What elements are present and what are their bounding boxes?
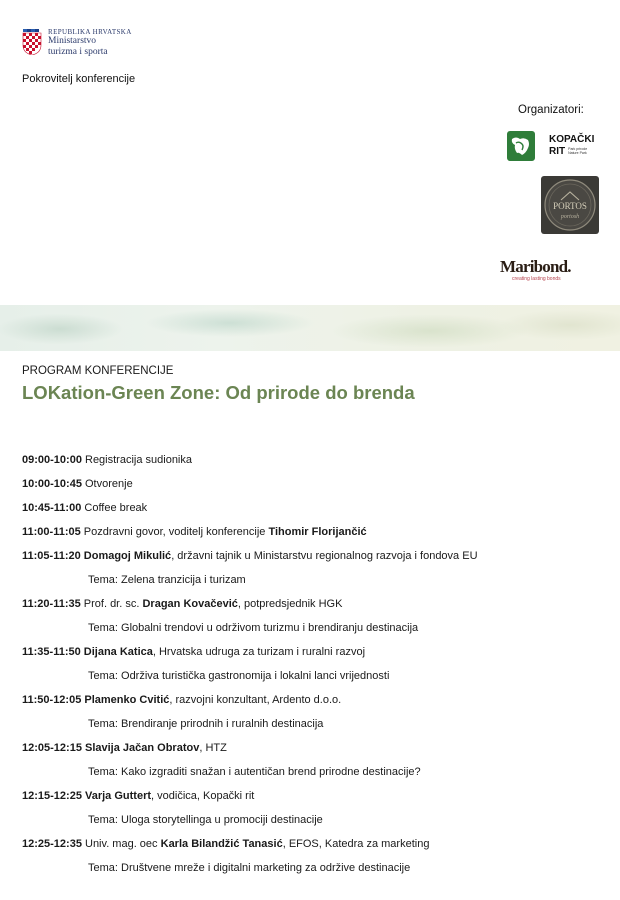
schedule-row [22, 693, 612, 717]
speaker-title: Prof. dr. sc. [83, 598, 140, 610]
schedule-text: Registracija sudionika [85, 454, 192, 466]
speaker-name: Tihomir Florijančić [268, 526, 367, 538]
schedule-row [22, 501, 612, 525]
maribond-name: Maribond. [500, 257, 571, 276]
schedule-time: 11:00-11:05 [22, 526, 81, 538]
kopacki-rit-subtitle: Park prirode Nature Park [568, 147, 588, 155]
schedule-time: 10:45-11:00 [22, 502, 82, 514]
speaker-name: Slavija Jačan Obratov [85, 742, 200, 754]
schedule-time: 12:25-12:35 [22, 838, 82, 850]
schedule-text: Pozdravni govor, voditelj konferencije [83, 526, 266, 538]
schedule-topic: Tema: Zelena tranzicija i turizam [88, 574, 246, 586]
speaker-role: , potpredsjednik HGK [237, 598, 343, 610]
schedule-time: 09:00-10:00 [22, 454, 82, 466]
schedule-row [22, 741, 612, 765]
schedule-time: 10:00-10:45 [22, 478, 82, 490]
speaker-title: Univ. mag. oec [85, 838, 158, 850]
organizers-label: Organizatori: [518, 104, 584, 116]
schedule-time: 11:20-11:35 [22, 598, 81, 610]
program-title: LOKation-Green Zone: Od prirode do brenda [22, 382, 415, 403]
speaker-name: Dragan Kovačević [142, 598, 238, 610]
speaker-role: , Hrvatska udruga za turizam i ruralni razvoj [152, 646, 366, 658]
program-label: PROGRAM KONFERENCIJE [22, 365, 174, 377]
ministry-name-line1: Ministarstvo [48, 36, 97, 46]
schedule-text: Otvorenje [85, 478, 133, 490]
maribond-logo [500, 258, 571, 282]
speaker-role: , HTZ [199, 742, 227, 754]
schedule-row [22, 453, 612, 477]
schedule-time: 11:05-11:20 [22, 550, 81, 562]
schedule-topic: Tema: Društvene mreže i digitalni marketing za održive destinacije [88, 862, 411, 874]
schedule-row [22, 477, 612, 501]
speaker-name: Karla Bilandžić Tanasić [160, 838, 283, 850]
schedule-topic: Tema: Kako izgraditi snažan i autentičan brend prirodne destinacije? [88, 766, 421, 778]
schedule-topic: Tema: Brendiranje prirodnih i ruralnih destinacija [88, 718, 324, 730]
sponsor-label: Pokrovitelj konferencije [22, 73, 136, 85]
kopacki-rit-logo [507, 131, 594, 161]
schedule-time: 12:05-12:15 [22, 742, 82, 754]
schedule-time: 11:35-11:50 [22, 646, 81, 658]
schedule-row [22, 597, 612, 621]
speaker-role: , razvojni konzultant, Ardento d.o.o. [169, 694, 342, 706]
ministry-name-line2: turizma i sporta [48, 46, 108, 57]
portos-subtitle: portosh [560, 214, 580, 220]
portos-name: PORTOS [553, 201, 587, 211]
schedule-topic: Tema: Uloga storytellinga u promociji destinacije [88, 814, 323, 826]
speaker-role: , EFOS, Katedra za marketing [282, 838, 430, 850]
speaker-name: Varja Guttert [85, 790, 152, 802]
watercolor-divider [0, 305, 620, 351]
speaker-role: , vodičica, Kopački rit [151, 790, 255, 802]
kopacki-rit-emblem-icon [507, 131, 535, 161]
schedule-topic: Tema: Održiva turistička gastronomija i lokalni lanci vrijednosti [88, 670, 390, 682]
speaker-role: , državni tajnik u Ministarstvu regionalnog razvoja i fondova EU [171, 550, 478, 562]
schedule-row [22, 837, 612, 861]
portos-logo [541, 176, 599, 234]
schedule-text: Coffee break [84, 502, 148, 514]
kopacki-rit-name-line1: KOPAČKI [549, 134, 595, 145]
croatian-coat-of-arms-icon [22, 29, 42, 55]
schedule-row [22, 645, 612, 669]
ministry-country: REPUBLIKA HRVATSKA [48, 28, 132, 36]
schedule [22, 453, 612, 885]
speaker-name: Domagoj Mikulić [83, 550, 172, 562]
schedule-row [22, 525, 612, 549]
maribond-tagline: creating lasting bonds [512, 276, 561, 282]
speaker-name: Dijana Katica [83, 646, 153, 658]
schedule-topic: Tema: Globalni trendovi u održivom turizmu i brendiranju destinacija [88, 622, 419, 634]
ministry-logo [22, 29, 132, 57]
schedule-row [22, 549, 612, 573]
schedule-row [22, 789, 612, 813]
speaker-name: Plamenko Cvitić [84, 694, 170, 706]
schedule-time: 12:15-12:25 [22, 790, 82, 802]
kopacki-rit-name-line2: RIT [549, 146, 566, 157]
schedule-time: 11:50-12:05 [22, 694, 82, 706]
